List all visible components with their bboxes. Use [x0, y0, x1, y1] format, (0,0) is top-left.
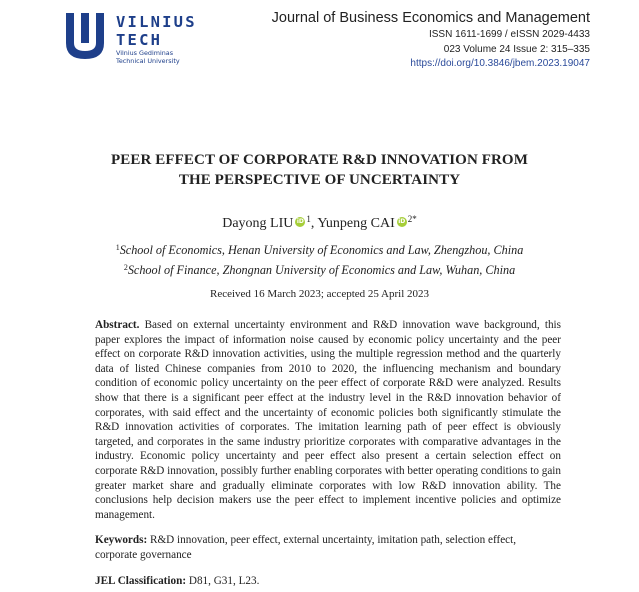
keywords-text: R&D innovation, peer effect, external uncertainty, imitation path, selection effect, corporate governance	[95, 534, 517, 561]
jel-classification	[95, 574, 561, 589]
logo-name	[116, 14, 197, 48]
author-separator: ,	[310, 216, 315, 231]
received-dates: Received 16 March 2023; accepted 25 April 2023	[209, 288, 430, 300]
logo-name-line1: VILNIUS	[116, 13, 197, 31]
journal-volume: 023 Volume 24 Issue 2: 315–335	[443, 43, 590, 55]
author-name: Dayong LIU	[222, 216, 294, 231]
journal-info	[272, 8, 590, 72]
vilnius-tech-logo-icon	[66, 13, 104, 59]
logo-subtitle	[116, 50, 180, 65]
paper-title	[40, 150, 599, 190]
abstract-label: Abstract.	[95, 319, 140, 331]
journal-name: Journal of Business Economics and Management	[271, 10, 590, 26]
affiliation-text: School of Finance, Zhongnan University of Economics and Law, Wuhan, China	[127, 263, 516, 277]
author-affil-sup: 2*	[407, 214, 417, 224]
title-line1: PEER EFFECT OF CORPORATE R&D INNOVATION FROM	[111, 152, 528, 168]
affiliation-item	[0, 239, 639, 259]
doi-link[interactable]: https://doi.org/10.3846/jbem.2023.19047	[410, 58, 590, 69]
title-line2: THE PERSPECTIVE OF UNCERTAINTY	[178, 172, 461, 188]
university-logo	[66, 13, 216, 65]
jel-text: D81, G31, L23.	[188, 575, 260, 587]
orcid-icon[interactable]: iD	[398, 218, 406, 225]
logo-name-line2: TECH	[116, 31, 163, 49]
affiliation-item	[0, 259, 639, 279]
affiliation-text: School of Economics, Henan University of Economics and Law, Zhengzhou, China	[119, 243, 524, 257]
journal-issn: ISSN 1611-1699 / eISSN 2029-4433	[428, 29, 590, 40]
affiliation-num: 1	[115, 243, 120, 252]
abstract	[95, 318, 561, 522]
keywords	[95, 533, 561, 562]
author-affil-sup: 1	[306, 214, 311, 224]
keywords-label: Keywords:	[95, 534, 148, 546]
logo-sub-line1: Vilnius Gediminas	[116, 49, 174, 57]
affiliation-num: 2	[123, 263, 128, 272]
abstract-text: Based on external uncertainty environment and R&D innovation wave background, this paper explores the impact of information noise caused by economic policy uncertainty and the peer effect on corporate R&D innovation activities, using the multiple regression method and the quarterly data of listed Chinese companies from 2010 to 2020, the influencing mechanism and boundary condition of economic policy uncertainty on the peer effect of corporate R&D were analyzed. Results show that there is a significant peer effect at the industry level in the R&D innovation behavior of corporates, with said effect and the uncertainty of economic policies both significantly stimulate the R&D innovation activities of corporates. The imitation learning path of peer effect is obviously targeted, and corporates in the same industry prioritize corporates with comparative advantages in the industry. Economic policy uncertainty and peer effect also present a certain selection effect on corporate R&D innovation, possibly further enabling corporates with better operating conditions to gain greater market share and gradually eliminate corporates with low R&D innovation ability. The conclusions help decision makers use the peer effect to implement incentive policies and optimize management.	[95, 319, 562, 521]
affiliations	[0, 239, 639, 279]
authors-line	[0, 210, 639, 233]
logo-sub-line2: Technical University	[116, 56, 180, 65]
orcid-icon[interactable]: iD	[296, 218, 304, 225]
jel-label: JEL Classification:	[95, 575, 187, 587]
author-name: Yunpeng CAI	[317, 216, 395, 231]
